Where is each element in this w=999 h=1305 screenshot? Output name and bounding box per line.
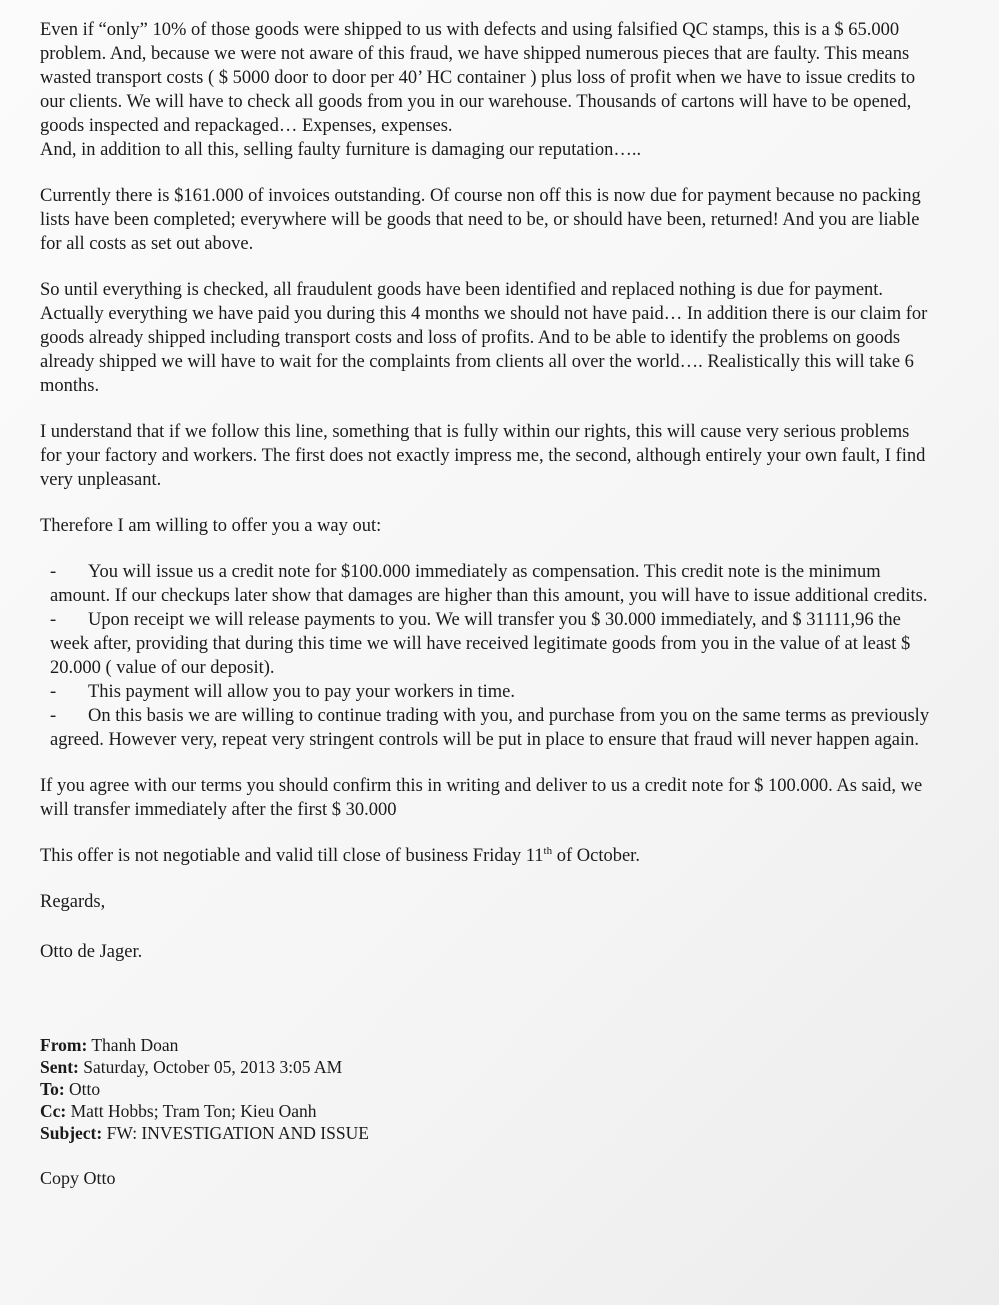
list-item-text: You will issue us a credit note for $100.000 immediately as compensation. This credit note is the minimum amount. If our checkups later show that damages are higher than this amount, you will have to issue additional credits. (50, 562, 928, 606)
paragraph-defects: Even if “only” 10% of those goods were shipped to us with defects and using falsified QC stamps, this is a $ 65.000 problem. And, because we were not aware of this fraud, we have shipped numerous pieces that are faulty. This means wasted transport costs ( $ 5000 door to door per 40’ HC container ) plus loss of profit when we have to issue credits to our clients. We will have to check all goods from you in our warehouse. Thousands of cartons will have to be opened, goods inspected and repackaged… Expenses, expenses. (40, 20, 916, 136)
ordinal-suffix: th (543, 844, 553, 857)
paragraph-problems: I understand that if we follow this line, something that is fully within our rights, this will cause very serious problems for your factory and workers. The first does not exactly impress me, the second, although entirely your own fault, I find very unpleasant. (40, 422, 926, 490)
list-dash: - (50, 610, 57, 630)
subject-label: Subject: (40, 1123, 103, 1143)
signature: Otto de Jager. (40, 942, 143, 962)
sent-value: Saturday, October 05, 2013 3:05 AM (78, 1057, 343, 1077)
list-dash: - (50, 706, 57, 726)
offer-list (50, 560, 931, 752)
paragraph-way-out: Therefore I am willing to offer you a way out: (40, 516, 382, 536)
paragraph-offer-validity (40, 844, 931, 868)
to-label: To: (40, 1079, 65, 1099)
paragraph-reputation: And, in addition to all this, selling faulty furniture is damaging our reputation….. (40, 140, 642, 160)
email-subject (40, 1122, 931, 1144)
regards: Regards, (40, 892, 106, 912)
list-item-text: This payment will allow you to pay your workers in time. (88, 682, 515, 702)
email-from (40, 1034, 931, 1056)
email-cc (40, 1100, 931, 1122)
list-dash: - (50, 682, 57, 702)
sent-label: Sent: (40, 1057, 79, 1077)
list-item (50, 560, 931, 608)
copy-line: Copy Otto (40, 1168, 116, 1188)
cc-value: Matt Hobbs; Tram Ton; Kieu Oanh (66, 1101, 317, 1121)
offer-text: This offer is not negotiable and valid till close of business Friday 11 (40, 846, 544, 866)
list-item (50, 680, 931, 704)
list-item (50, 608, 931, 680)
email-to (40, 1078, 931, 1100)
subject-value: FW: INVESTIGATION AND ISSUE (102, 1123, 369, 1143)
from-value: Thanh Doan (87, 1035, 179, 1055)
to-value: Otto (64, 1079, 101, 1099)
paragraph-agree: If you agree with our terms you should confirm this in writing and deliver to us a credit note for $ 100.000. As said, we will transfer immediately after the first $ 30.000 (40, 776, 923, 820)
paragraph-invoices: Currently there is $161.000 of invoices outstanding. Of course non off this is now due for payment because no packing lists have been completed; everywhere will be goods that need to be, or should have been, returned! And you are liable for all costs as set out above. (40, 186, 921, 254)
list-item-text: On this basis we are willing to continue trading with you, and purchase from you on the same terms as previously agreed. However very, repeat very stringent controls will be put in place to ensure that fraud will never happen again. (50, 706, 930, 750)
email-header (40, 1034, 931, 1144)
list-dash: - (50, 562, 57, 582)
list-item-text: Upon receipt we will release payments to you. We will transfer you $ 30.000 immediately, and $ 31111,96 the week after, providing that during this time we will have received legitimate goods from you in the value of at least $ 20.000 ( value of our deposit). (50, 610, 911, 678)
list-item (50, 704, 931, 752)
offer-text-end: of October. (552, 846, 640, 866)
email-sent (40, 1056, 931, 1078)
cc-label: Cc: (40, 1101, 67, 1121)
paragraph-nothing-due: So until everything is checked, all fraudulent goods have been identified and replaced nothing is due for payment. Actually everything we have paid you during this 4 months we should not have paid… In addition there is our claim for goods already shipped including transport costs and loss of profits. And to be able to identify the problems on goods already shipped we will have to wait for the complaints from clients all over the world…. Realistically this will take 6 months. (40, 280, 928, 396)
from-label: From: (40, 1035, 88, 1055)
